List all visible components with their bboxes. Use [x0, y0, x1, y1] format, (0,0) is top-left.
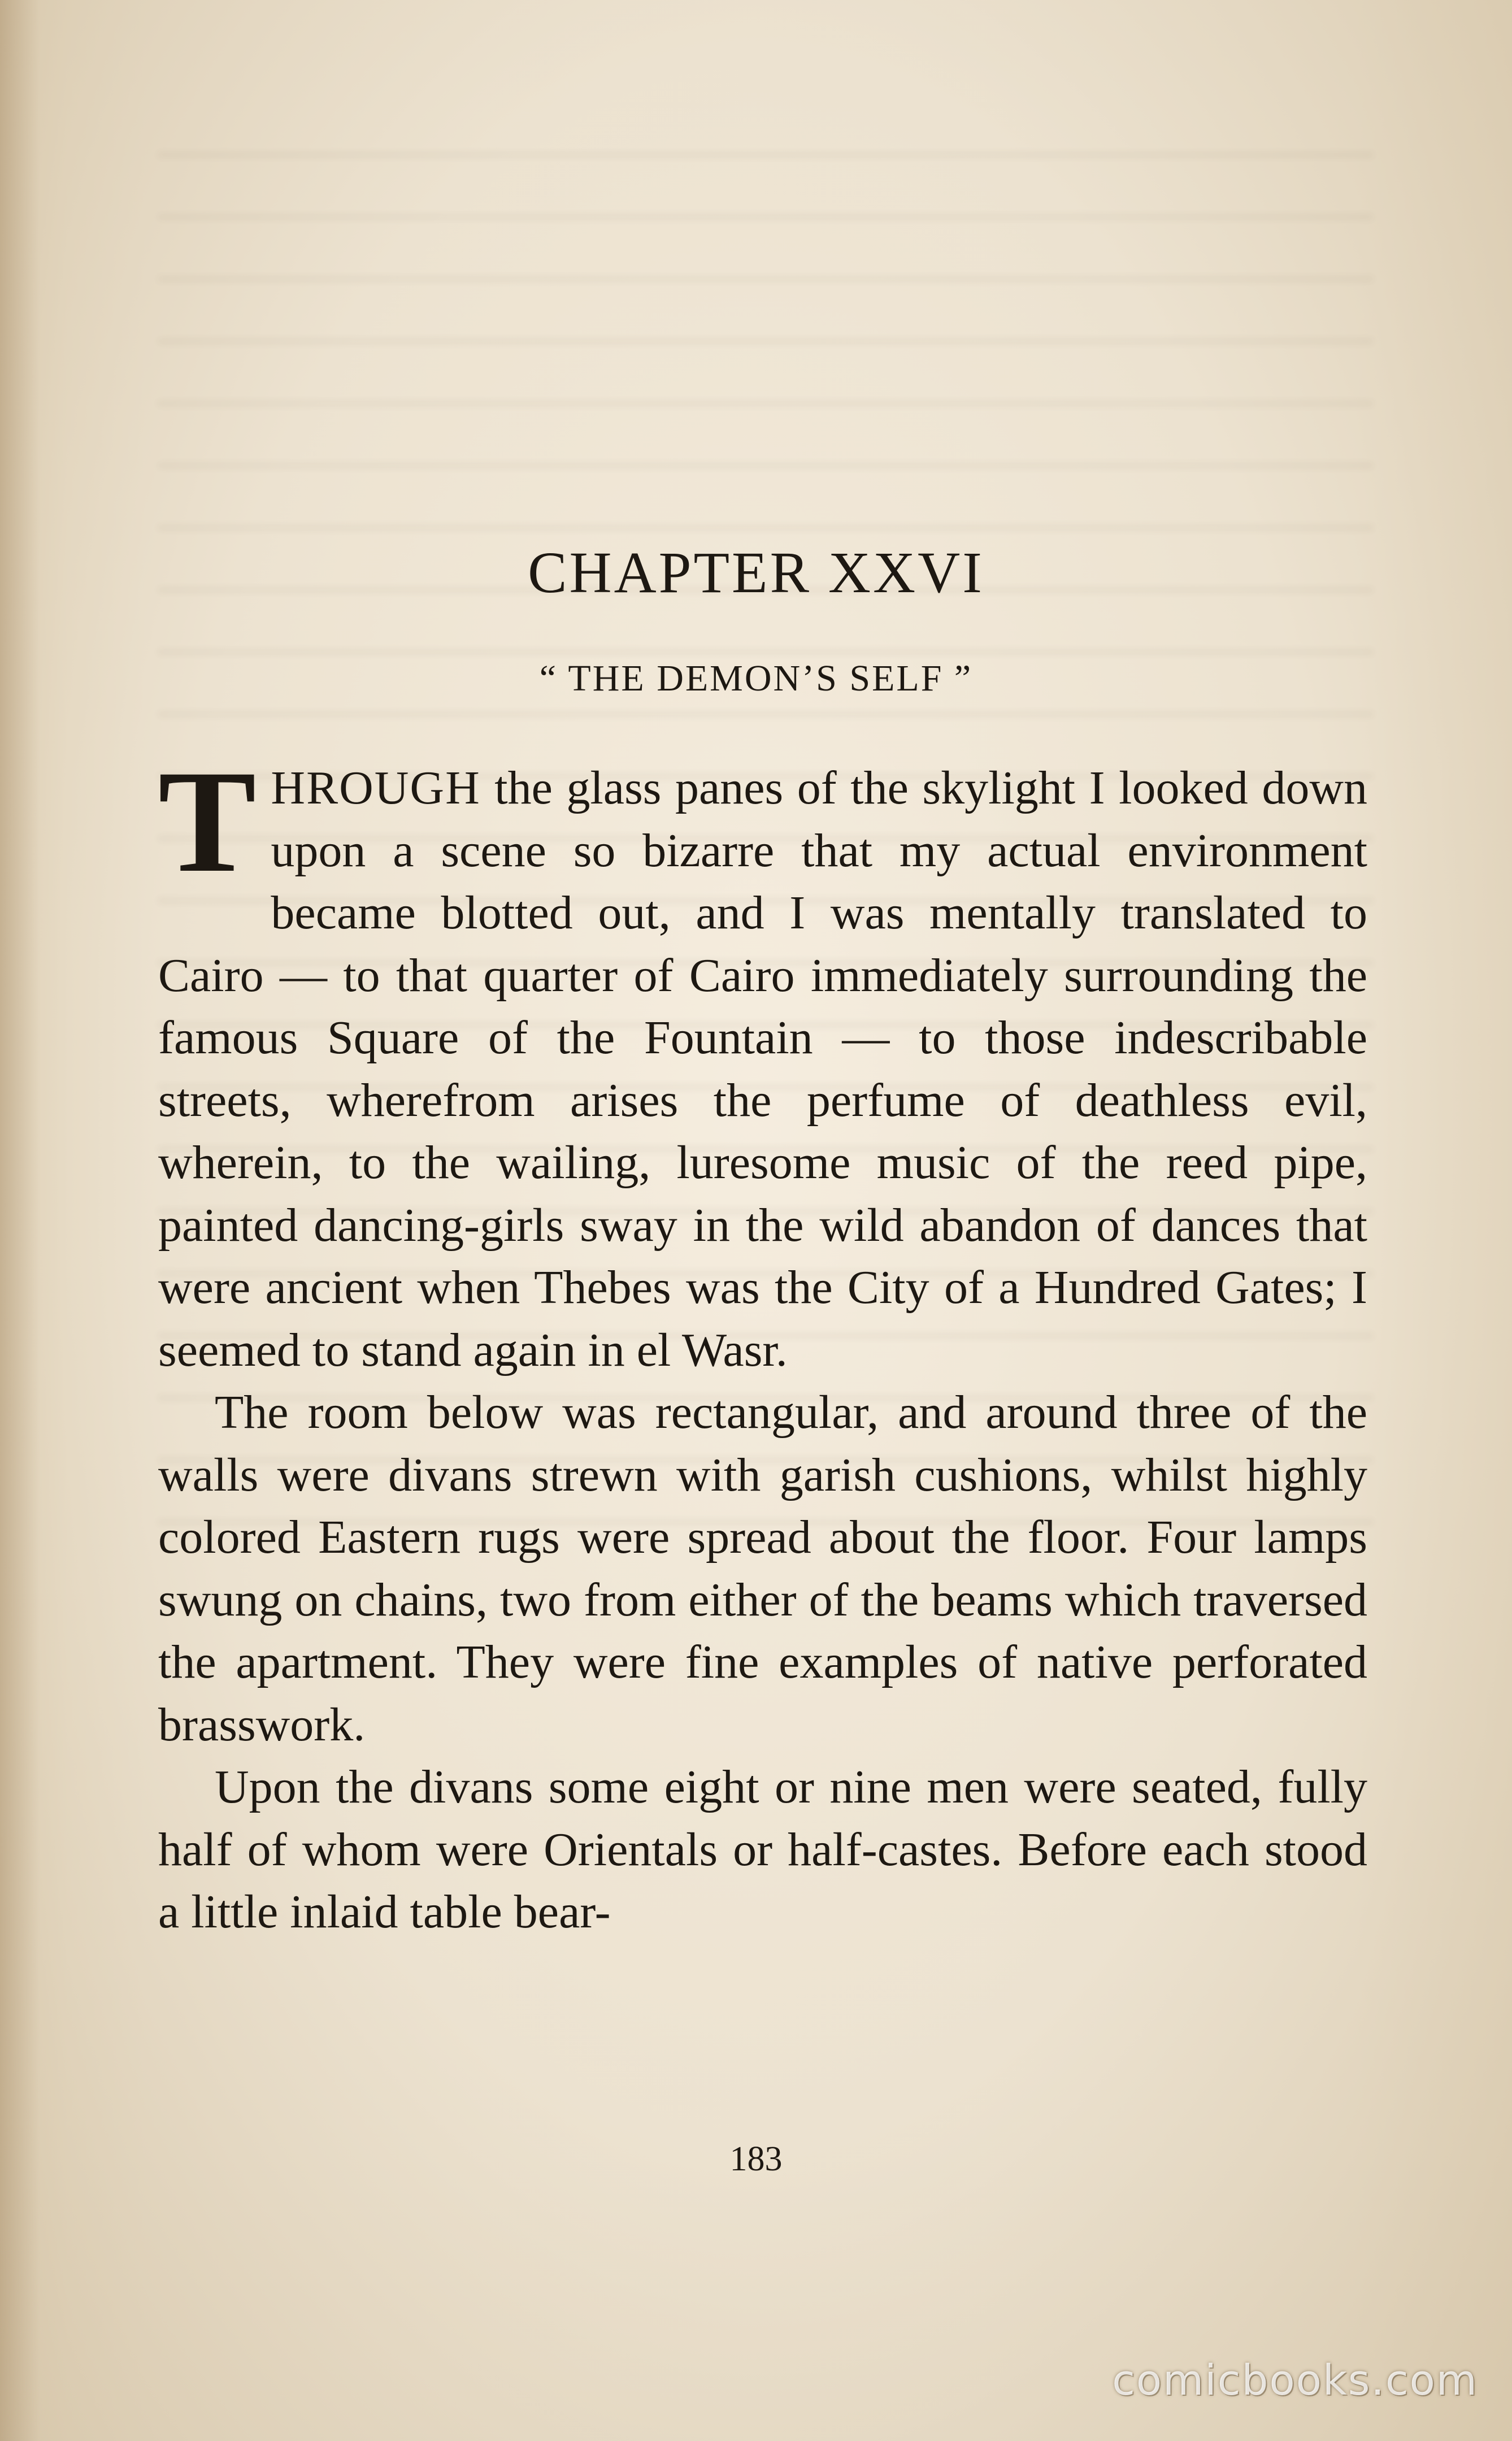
- binding-shadow: [0, 0, 40, 2441]
- page-number: 183: [729, 2140, 783, 2178]
- paragraph-1-text: the glass panes of the skylight I looked down upon a scene so bizarre that my actual environment became blotted out, and I was mentally translated to Cairo — to that quarter of Cairo immediately surrounding the famous Square of the Fountain — to those indescribable streets, wherefrom arises the perfume of deathless evil, wherein, to the wailing, luresome music of the reed pipe, painted dancing-girls sway in the wild abandon of dances that were ancient when Thebes was the City of a Hundred Gates; I seemed to stand again in el Wasr.: [158, 762, 1367, 1376]
- body-text: [158, 740, 1367, 1944]
- paragraph-2: The room below was rectangular, and around three of the walls were divans strewn with garish cushions, whilst highly colored Eastern rugs were spread about the floor. Four lamps swung on chains, two from either of the beams which traversed the apartment. They were fine examples of native perforated brasswork.: [158, 1386, 1367, 1751]
- chapter-title: CHAPTER XXVI: [528, 540, 984, 605]
- paragraph-1-lead: HROUGH: [271, 762, 481, 814]
- drop-cap: T: [158, 740, 257, 903]
- paragraph-1: [158, 740, 1367, 1382]
- paragraph-3: Upon the divans some eight or nine men were seated, fully half of whom were Orientals or half-castes. Before each stood a little inlaid table bear-: [158, 1761, 1367, 1938]
- chapter-subtitle: “ THE DEMON’S SELF ”: [539, 658, 973, 699]
- watermark: comicbooks.com: [1112, 2356, 1478, 2405]
